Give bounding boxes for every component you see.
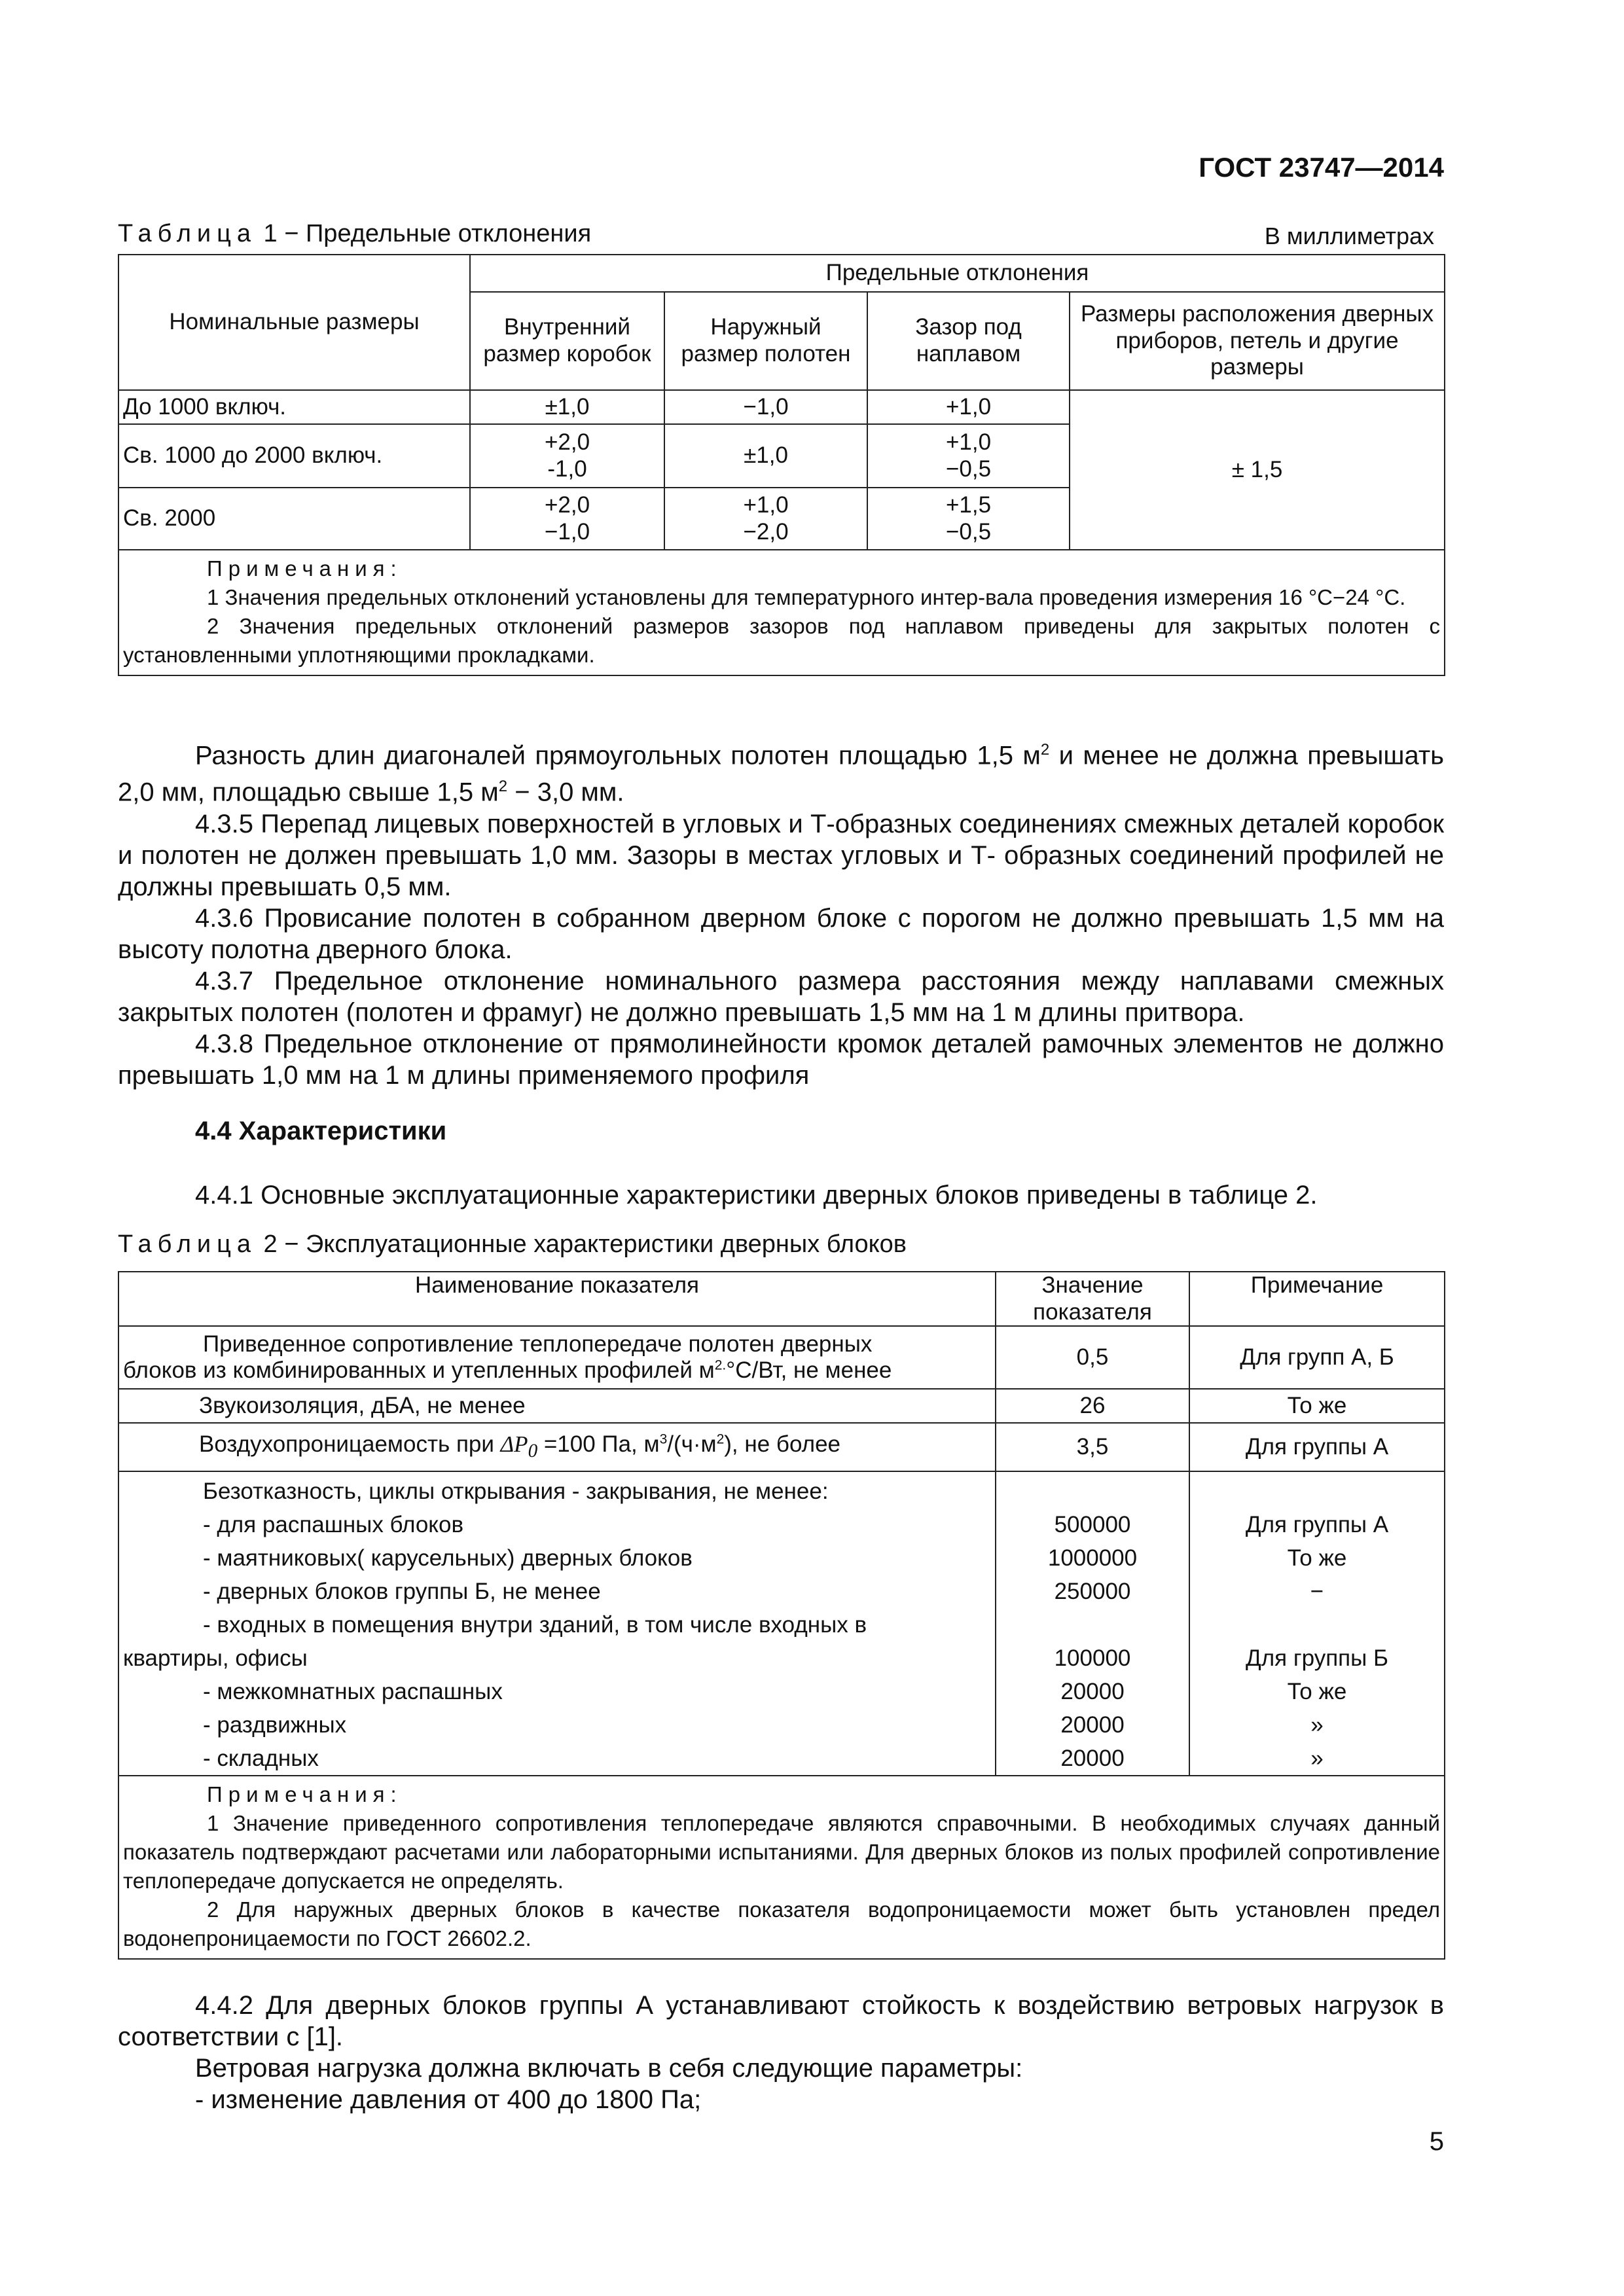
table-row: Приведенное сопротивление теплопередаче полотен дверных блоков из комбинированных и утепленных профилей $м^{2.}^\circ C/Вт$, не менее 0,5 Для групп А, Б	[118, 1326, 1445, 1389]
header-other-sizes: Размеры расположения дверных приборов, петель и другие размеры	[1070, 292, 1445, 390]
other-sizes-value: ± 1,5	[1070, 390, 1445, 550]
standard-number: ГОСТ 23747—2014	[1199, 152, 1444, 183]
table2-caption: Таблица 2 − Эксплуатационные характеристики дверных блоков	[118, 1230, 907, 1258]
header-indicator-value: Значение показателя	[996, 1272, 1189, 1326]
table-operational-characteristics	[118, 1271, 1445, 1960]
table1-caption: Таблица 1 − Предельные отклонения	[118, 220, 592, 247]
table-limit-deviations	[118, 254, 1445, 676]
table-row: Безотказность, циклы открывания - закрывания, не менее: - для распашных блоков - маятниковых( карусельных) дверных блоков - дверных блоков группы Б, не менее - входных в помещения внутри зданий, в том числе входных в квартиры, офисы - межкомнатных распашных - раздвижных - складных 500000 1000000 250000 100000 20000 20000 20000 Для группы А То же − Для группы Б То же » »	[118, 1471, 1445, 1776]
header-inner-size: Внутренний размер коробок	[470, 292, 664, 390]
table-row: До 1000 включ. ±1,0 −1,0 +1,0 ± 1,5	[118, 390, 1445, 424]
header-limit-deviations: Предельные отклонения	[470, 255, 1445, 292]
table2-notes: Примечания: 1 Значение приведенного сопротивления теплопередаче являются справочными. В необходимых случаях данный показатель подтверждают расчетами или лабораторными испытаниями. Для дверных блоков из полых профилей сопротивление теплопередаче допускается не определять. 2 Для наружных дверных блоков в качестве показателя водопроницаемости может быть установлен предел водонепроницаемости по ГОСТ 26602.2.	[118, 1776, 1445, 1959]
section-paragraph: 4.4.1 Основные эксплуатационные характеристики дверных блоков приведены в таблице 2.	[195, 1181, 1318, 1210]
page-number: 5	[1429, 2127, 1444, 2156]
table-row: Св. 1000 до 2000 включ. +2,0 -1,0 ±1,0 +1,0 −0,5	[118, 424, 1445, 488]
header-note: Примечание	[1189, 1272, 1445, 1326]
header-gap: Зазор под наплавом	[867, 292, 1070, 390]
table1-notes: Примечания: 1 Значения предельных отклонений установлены для температурного интер-вала проведения измерения 16 °C−24 °C. 2 Значения предельных отклонений размеров зазоров под наплавом приведены для закрытых полотен с установленными уплотняющими прокладками.	[118, 550, 1445, 675]
header-nominal-sizes: Номинальные размеры	[118, 255, 470, 390]
table-row: Звукоизоляция, дБА, не менее 26 То же	[118, 1389, 1445, 1423]
body-text-1: Разность длин диагоналей прямоугольных полотен площадью 1,5 $м^2$ и менее не должна превышать 2,0 мм, площадью свыше 1,5 $м^2 - 3,0$ мм. 4.3.5 Перепад лицевых поверхностей в угловых и Т-образных соединениях смежных деталей коробок и полотен не должен превышать 1,0 мм. Зазоры в местах угловых и Т- образных соединений профилей не должны превышать 0,5 мм. 4.3.6 Провисание полотен в собранном дверном блоке с порогом не должно превышать 1,5 мм на высоту полотна дверного блока. 4.3.7 Предельное отклонение номинального размера расстояния между наплавами смежных закрытых полотен (полотен и фрамуг) не должно превышать 1,5 мм на 1 м длины притвора. 4.3.8 Предельное отклонение от прямолинейности кромок деталей рамочных элементов не должно превышать 1,0 мм на 1 м длины применяемого профиля	[118, 741, 1444, 1090]
table-row: Св. 2000 +2,0 −1,0 +1,0 −2,0 +1,5 −0,5	[118, 488, 1445, 550]
table1-units: В миллиметрах	[1264, 223, 1434, 249]
header-indicator-name: Наименование показателя	[118, 1272, 996, 1326]
body-text-2: 4.4.2 Для дверных блоков группы А устанавливают стойкость к воздействию ветровых нагрузок в соответствии с [1]. Ветровая нагрузка должна включать в себя следующие параметры: - изменение давления от 400 до 1800 Па;	[118, 1991, 1444, 2114]
header-outer-size: Наружный размер полотен	[664, 292, 867, 390]
table-row: Воздухопроницаемость при $\Delta P_0 =100$ Па, $м^3/(ч\cdot м^2)$, не более 3,5 Для группы А	[118, 1423, 1445, 1471]
section-title: 4.4 Характеристики	[195, 1117, 447, 1145]
